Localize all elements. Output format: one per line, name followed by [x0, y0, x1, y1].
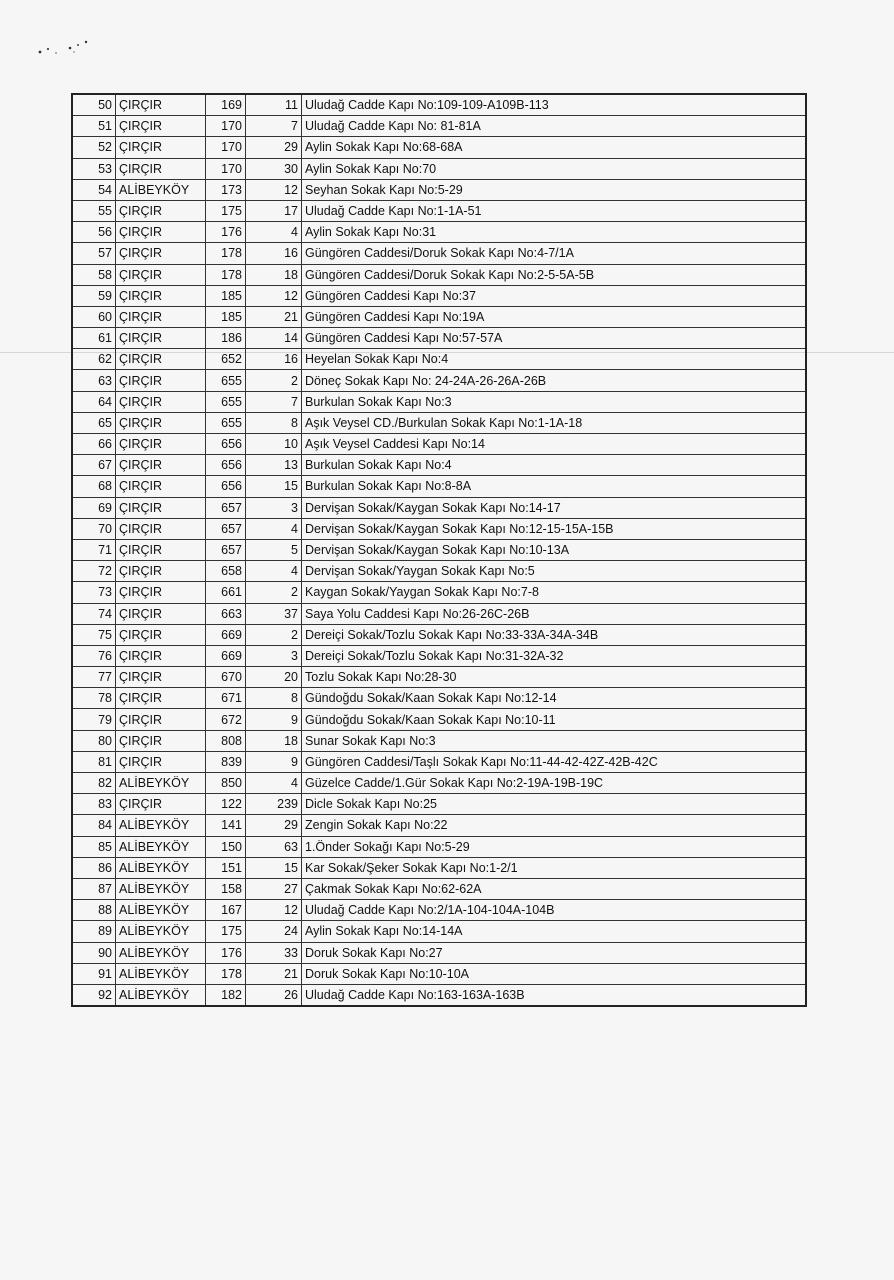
table-row	[72, 243, 806, 264]
block-cell: 657	[206, 497, 246, 518]
neighborhood-cell: ÇIRÇIR	[116, 497, 206, 518]
row-number: 74	[72, 603, 116, 624]
table-body	[72, 94, 806, 1006]
parcel-cell: 29	[246, 137, 302, 158]
parcel-cell: 18	[246, 730, 302, 751]
parcel-cell: 5	[246, 539, 302, 560]
parcel-cell: 2	[246, 624, 302, 645]
row-number: 90	[72, 942, 116, 963]
parcel-cell: 21	[246, 306, 302, 327]
table-row	[72, 963, 806, 984]
table-row	[72, 561, 806, 582]
block-cell: 178	[206, 963, 246, 984]
block-cell: 158	[206, 878, 246, 899]
block-cell: 669	[206, 645, 246, 666]
neighborhood-cell: ÇIRÇIR	[116, 306, 206, 327]
block-cell: 151	[206, 857, 246, 878]
neighborhood-cell: ÇIRÇIR	[116, 539, 206, 560]
row-number: 91	[72, 963, 116, 984]
table-row	[72, 285, 806, 306]
neighborhood-cell: ALİBEYKÖY	[116, 942, 206, 963]
block-cell: 656	[206, 434, 246, 455]
neighborhood-cell: ÇIRÇIR	[116, 370, 206, 391]
parcel-cell: 37	[246, 603, 302, 624]
neighborhood-cell: ÇIRÇIR	[116, 709, 206, 730]
row-number: 56	[72, 222, 116, 243]
neighborhood-cell: ÇIRÇIR	[116, 158, 206, 179]
address-cell: Doruk Sokak Kapı No:10-10A	[302, 963, 807, 984]
address-cell: Dereiçi Sokak/Tozlu Sokak Kapı No:31-32A-32	[302, 645, 807, 666]
neighborhood-cell: ALİBEYKÖY	[116, 921, 206, 942]
parcel-cell: 20	[246, 667, 302, 688]
block-cell: 670	[206, 667, 246, 688]
row-number: 65	[72, 412, 116, 433]
block-cell: 669	[206, 624, 246, 645]
neighborhood-cell: ALİBEYKÖY	[116, 878, 206, 899]
block-cell: 672	[206, 709, 246, 730]
table-row	[72, 836, 806, 857]
block-cell: 663	[206, 603, 246, 624]
neighborhood-cell: ÇIRÇIR	[116, 518, 206, 539]
neighborhood-cell: ÇIRÇIR	[116, 116, 206, 137]
row-number: 88	[72, 900, 116, 921]
table-row	[72, 306, 806, 327]
address-cell: Saya Yolu Caddesi Kapı No:26-26C-26B	[302, 603, 807, 624]
row-number: 84	[72, 815, 116, 836]
table-row	[72, 412, 806, 433]
table-row	[72, 645, 806, 666]
address-cell: Gündoğdu Sokak/Kaan Sokak Kapı No:12-14	[302, 688, 807, 709]
table-row	[72, 984, 806, 1006]
parcel-cell: 30	[246, 158, 302, 179]
address-cell: Çakmak Sokak Kapı No:62-62A	[302, 878, 807, 899]
row-number: 67	[72, 455, 116, 476]
table-row	[72, 476, 806, 497]
block-cell: 170	[206, 158, 246, 179]
address-cell: Heyelan Sokak Kapı No:4	[302, 349, 807, 370]
row-number: 69	[72, 497, 116, 518]
address-cell: Güngören Caddesi/Doruk Sokak Kapı No:2-5-5A-5B	[302, 264, 807, 285]
address-cell: Tozlu Sokak Kapı No:28-30	[302, 667, 807, 688]
block-cell: 167	[206, 900, 246, 921]
parcel-cell: 11	[246, 94, 302, 116]
address-cell: Seyhan Sokak Kapı No:5-29	[302, 179, 807, 200]
neighborhood-cell: ÇIRÇIR	[116, 222, 206, 243]
address-cell: Uludağ Cadde Kapı No:1-1A-51	[302, 200, 807, 221]
parcel-cell: 16	[246, 349, 302, 370]
parcel-cell: 9	[246, 709, 302, 730]
address-cell: Uludağ Cadde Kapı No:2/1A-104-104A-104B	[302, 900, 807, 921]
address-cell: Güngören Caddesi Kapı No:37	[302, 285, 807, 306]
table-row	[72, 158, 806, 179]
table-row	[72, 116, 806, 137]
block-cell: 185	[206, 306, 246, 327]
block-cell: 657	[206, 518, 246, 539]
table-row	[72, 518, 806, 539]
block-cell: 176	[206, 942, 246, 963]
address-cell: Uludağ Cadde Kapı No:163-163A-163B	[302, 984, 807, 1006]
table-row	[72, 709, 806, 730]
neighborhood-cell: ÇIRÇIR	[116, 391, 206, 412]
neighborhood-cell: ÇIRÇIR	[116, 137, 206, 158]
block-cell: 176	[206, 222, 246, 243]
address-cell: Aylin Sokak Kapı No:31	[302, 222, 807, 243]
row-number: 85	[72, 836, 116, 857]
neighborhood-cell: ÇIRÇIR	[116, 434, 206, 455]
block-cell: 656	[206, 455, 246, 476]
address-cell: Güzelce Cadde/1.Gür Sokak Kapı No:2-19A-19B-19C	[302, 773, 807, 794]
parcel-cell: 26	[246, 984, 302, 1006]
neighborhood-cell: ALİBEYKÖY	[116, 815, 206, 836]
parcel-address-table	[71, 93, 807, 1007]
row-number: 61	[72, 328, 116, 349]
address-cell: Dervişan Sokak/Kaygan Sokak Kapı No:10-13A	[302, 539, 807, 560]
address-cell: Aylin Sokak Kapı No:68-68A	[302, 137, 807, 158]
block-cell: 182	[206, 984, 246, 1006]
row-number: 78	[72, 688, 116, 709]
address-cell: Doruk Sokak Kapı No:27	[302, 942, 807, 963]
neighborhood-cell: ÇIRÇIR	[116, 476, 206, 497]
row-number: 68	[72, 476, 116, 497]
neighborhood-cell: ÇIRÇIR	[116, 751, 206, 772]
neighborhood-cell: ÇIRÇIR	[116, 794, 206, 815]
parcel-cell: 7	[246, 116, 302, 137]
parcel-cell: 2	[246, 582, 302, 603]
block-cell: 169	[206, 94, 246, 116]
table-row	[72, 794, 806, 815]
neighborhood-cell: ÇIRÇIR	[116, 328, 206, 349]
table-row	[72, 264, 806, 285]
block-cell: 150	[206, 836, 246, 857]
address-cell: 1.Önder Sokağı Kapı No:5-29	[302, 836, 807, 857]
parcel-cell: 8	[246, 688, 302, 709]
block-cell: 839	[206, 751, 246, 772]
parcel-cell: 63	[246, 836, 302, 857]
table-row	[72, 900, 806, 921]
row-number: 70	[72, 518, 116, 539]
address-cell: Dervişan Sokak/Kaygan Sokak Kapı No:12-15-15A-15B	[302, 518, 807, 539]
row-number: 58	[72, 264, 116, 285]
row-number: 59	[72, 285, 116, 306]
parcel-cell: 12	[246, 900, 302, 921]
parcel-cell: 21	[246, 963, 302, 984]
table-row	[72, 455, 806, 476]
address-cell: Dereiçi Sokak/Tozlu Sokak Kapı No:33-33A-34A-34B	[302, 624, 807, 645]
neighborhood-cell: ÇIRÇIR	[116, 603, 206, 624]
row-number: 89	[72, 921, 116, 942]
parcel-cell: 239	[246, 794, 302, 815]
address-cell: Güngören Caddesi Kapı No:19A	[302, 306, 807, 327]
row-number: 51	[72, 116, 116, 137]
block-cell: 141	[206, 815, 246, 836]
parcel-cell: 8	[246, 412, 302, 433]
parcel-cell: 9	[246, 751, 302, 772]
table-row	[72, 942, 806, 963]
parcel-cell: 12	[246, 179, 302, 200]
address-cell: Uludağ Cadde Kapı No: 81-81A	[302, 116, 807, 137]
neighborhood-cell: ÇIRÇIR	[116, 243, 206, 264]
neighborhood-cell: ALİBEYKÖY	[116, 900, 206, 921]
row-number: 66	[72, 434, 116, 455]
row-number: 81	[72, 751, 116, 772]
table-row	[72, 434, 806, 455]
neighborhood-cell: ÇIRÇIR	[116, 624, 206, 645]
block-cell: 655	[206, 391, 246, 412]
block-cell: 656	[206, 476, 246, 497]
address-cell: Döneç Sokak Kapı No: 24-24A-26-26A-26B	[302, 370, 807, 391]
parcel-cell: 4	[246, 222, 302, 243]
block-cell: 652	[206, 349, 246, 370]
table-row	[72, 94, 806, 116]
table-row	[72, 815, 806, 836]
table-row	[72, 391, 806, 412]
table-row	[72, 857, 806, 878]
parcel-cell: 16	[246, 243, 302, 264]
table-row	[72, 751, 806, 772]
neighborhood-cell: ALİBEYKÖY	[116, 836, 206, 857]
table-row	[72, 497, 806, 518]
address-cell: Gündoğdu Sokak/Kaan Sokak Kapı No:10-11	[302, 709, 807, 730]
table-row	[72, 688, 806, 709]
neighborhood-cell: ÇIRÇIR	[116, 730, 206, 751]
row-number: 82	[72, 773, 116, 794]
block-cell: 655	[206, 412, 246, 433]
block-cell: 186	[206, 328, 246, 349]
address-cell: Dervişan Sokak/Yaygan Sokak Kapı No:5	[302, 561, 807, 582]
table-row	[72, 667, 806, 688]
row-number: 54	[72, 179, 116, 200]
row-number: 55	[72, 200, 116, 221]
neighborhood-cell: ÇIRÇIR	[116, 349, 206, 370]
neighborhood-cell: ÇIRÇIR	[116, 200, 206, 221]
neighborhood-cell: ALİBEYKÖY	[116, 773, 206, 794]
row-number: 63	[72, 370, 116, 391]
table-row	[72, 179, 806, 200]
parcel-cell: 3	[246, 497, 302, 518]
block-cell: 170	[206, 137, 246, 158]
neighborhood-cell: ALİBEYKÖY	[116, 179, 206, 200]
neighborhood-cell: ALİBEYKÖY	[116, 857, 206, 878]
table-row	[72, 328, 806, 349]
table-row	[72, 539, 806, 560]
address-cell: Burkulan Sokak Kapı No:8-8A	[302, 476, 807, 497]
row-number: 50	[72, 94, 116, 116]
parcel-cell: 15	[246, 857, 302, 878]
scan-specks	[34, 38, 94, 62]
table-row	[72, 921, 806, 942]
parcel-cell: 13	[246, 455, 302, 476]
row-number: 71	[72, 539, 116, 560]
row-number: 87	[72, 878, 116, 899]
parcel-cell: 12	[246, 285, 302, 306]
address-cell: Uludağ Cadde Kapı No:109-109-A109B-113	[302, 94, 807, 116]
neighborhood-cell: ÇIRÇIR	[116, 561, 206, 582]
row-number: 60	[72, 306, 116, 327]
block-cell: 661	[206, 582, 246, 603]
row-number: 73	[72, 582, 116, 603]
neighborhood-cell: ALİBEYKÖY	[116, 984, 206, 1006]
address-cell: Aşık Veysel Caddesi Kapı No:14	[302, 434, 807, 455]
neighborhood-cell: ÇIRÇIR	[116, 645, 206, 666]
row-number: 75	[72, 624, 116, 645]
row-number: 77	[72, 667, 116, 688]
row-number: 76	[72, 645, 116, 666]
row-number: 79	[72, 709, 116, 730]
parcel-cell: 2	[246, 370, 302, 391]
parcel-cell: 24	[246, 921, 302, 942]
parcel-cell: 4	[246, 561, 302, 582]
row-number: 92	[72, 984, 116, 1006]
address-cell: Aylin Sokak Kapı No:14-14A	[302, 921, 807, 942]
address-cell: Burkulan Sokak Kapı No:3	[302, 391, 807, 412]
block-cell: 170	[206, 116, 246, 137]
row-number: 52	[72, 137, 116, 158]
table-row	[72, 730, 806, 751]
row-number: 72	[72, 561, 116, 582]
table-row	[72, 624, 806, 645]
block-cell: 178	[206, 264, 246, 285]
address-cell: Güngören Caddesi/Doruk Sokak Kapı No:4-7/1A	[302, 243, 807, 264]
parcel-cell: 33	[246, 942, 302, 963]
table-row	[72, 137, 806, 158]
address-cell: Sunar Sokak Kapı No:3	[302, 730, 807, 751]
block-cell: 850	[206, 773, 246, 794]
table-row	[72, 222, 806, 243]
row-number: 80	[72, 730, 116, 751]
parcel-cell: 10	[246, 434, 302, 455]
neighborhood-cell: ÇIRÇIR	[116, 412, 206, 433]
table-row	[72, 200, 806, 221]
block-cell: 655	[206, 370, 246, 391]
parcel-cell: 17	[246, 200, 302, 221]
parcel-cell: 29	[246, 815, 302, 836]
row-number: 86	[72, 857, 116, 878]
address-cell: Burkulan Sokak Kapı No:4	[302, 455, 807, 476]
neighborhood-cell: ÇIRÇIR	[116, 455, 206, 476]
neighborhood-cell: ÇIRÇIR	[116, 264, 206, 285]
parcel-cell: 4	[246, 773, 302, 794]
neighborhood-cell: ÇIRÇIR	[116, 285, 206, 306]
table-row	[72, 603, 806, 624]
block-cell: 185	[206, 285, 246, 306]
block-cell: 173	[206, 179, 246, 200]
row-number: 57	[72, 243, 116, 264]
block-cell: 175	[206, 200, 246, 221]
address-cell: Kaygan Sokak/Yaygan Sokak Kapı No:7-8	[302, 582, 807, 603]
block-cell: 122	[206, 794, 246, 815]
block-cell: 175	[206, 921, 246, 942]
parcel-cell: 14	[246, 328, 302, 349]
parcel-cell: 7	[246, 391, 302, 412]
row-number: 62	[72, 349, 116, 370]
neighborhood-cell: ÇIRÇIR	[116, 667, 206, 688]
table-row	[72, 370, 806, 391]
table-row	[72, 349, 806, 370]
neighborhood-cell: ÇIRÇIR	[116, 582, 206, 603]
block-cell: 178	[206, 243, 246, 264]
parcel-cell: 27	[246, 878, 302, 899]
table-row	[72, 773, 806, 794]
row-number: 64	[72, 391, 116, 412]
address-cell: Aşık Veysel CD./Burkulan Sokak Kapı No:1-1A-18	[302, 412, 807, 433]
block-cell: 657	[206, 539, 246, 560]
parcel-cell: 4	[246, 518, 302, 539]
block-cell: 671	[206, 688, 246, 709]
parcel-cell: 15	[246, 476, 302, 497]
block-cell: 658	[206, 561, 246, 582]
neighborhood-cell: ALİBEYKÖY	[116, 963, 206, 984]
address-cell: Dicle Sokak Kapı No:25	[302, 794, 807, 815]
address-cell: Güngören Caddesi/Taşlı Sokak Kapı No:11-44-42-42Z-42B-42C	[302, 751, 807, 772]
table-row	[72, 878, 806, 899]
row-number: 83	[72, 794, 116, 815]
neighborhood-cell: ÇIRÇIR	[116, 688, 206, 709]
address-cell: Güngören Caddesi Kapı No:57-57A	[302, 328, 807, 349]
address-cell: Dervişan Sokak/Kaygan Sokak Kapı No:14-17	[302, 497, 807, 518]
parcel-cell: 18	[246, 264, 302, 285]
table-row	[72, 582, 806, 603]
block-cell: 808	[206, 730, 246, 751]
address-cell: Kar Sokak/Şeker Sokak Kapı No:1-2/1	[302, 857, 807, 878]
neighborhood-cell: ÇIRÇIR	[116, 94, 206, 116]
parcel-cell: 3	[246, 645, 302, 666]
address-cell: Zengin Sokak Kapı No:22	[302, 815, 807, 836]
address-cell: Aylin Sokak Kapı No:70	[302, 158, 807, 179]
row-number: 53	[72, 158, 116, 179]
